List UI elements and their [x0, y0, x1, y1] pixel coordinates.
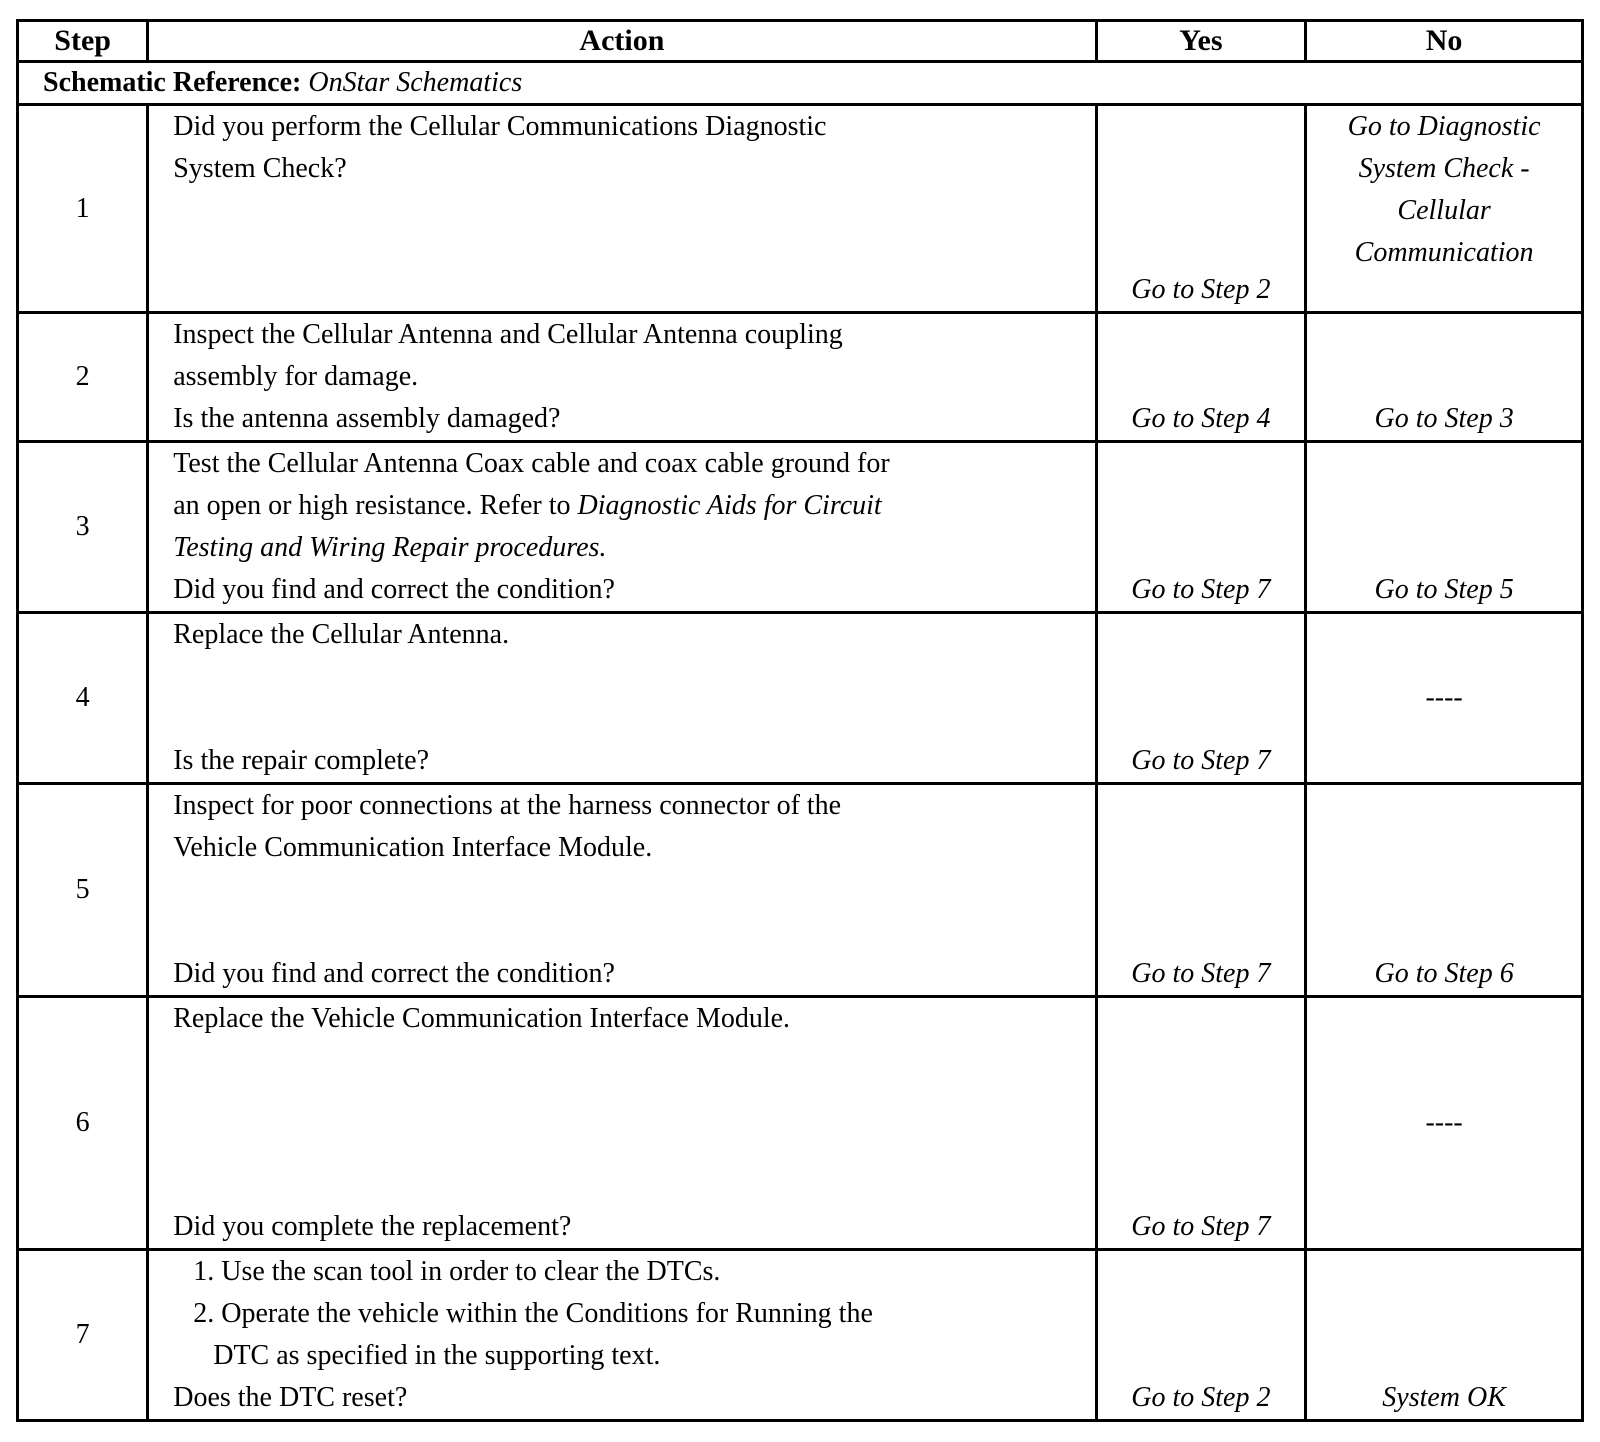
action-line: System Check?: [173, 153, 347, 184]
action-cell: [148, 442, 1096, 613]
step-number: 6: [18, 997, 148, 1250]
step-number: 2: [18, 313, 148, 442]
step-number: 4: [18, 613, 148, 784]
action-line: Test the Cellular Antenna Coax cable and coax cable ground for: [173, 448, 890, 479]
header-no: No: [1306, 21, 1583, 62]
yes-cell: Go to Step 7: [1096, 784, 1306, 997]
table-row: [18, 105, 1583, 313]
step-number: 1: [18, 105, 148, 313]
action-list-item: 2. Operate the vehicle within the Conditions for Running the: [193, 1298, 873, 1329]
no-line: Cellular: [1397, 195, 1491, 226]
action-cell: [148, 997, 1096, 1250]
step-number: 3: [18, 442, 148, 613]
header-step: Step: [18, 21, 148, 62]
action-line: Replace the Vehicle Communication Interface Module.: [173, 1003, 791, 1034]
action-line: assembly for damage.: [173, 361, 419, 392]
action-text: an open or high resistance. Refer to: [173, 490, 578, 521]
schematic-reference-row: [18, 62, 1583, 105]
table-row: [18, 313, 1583, 442]
table-row: [18, 997, 1583, 1250]
action-line: Inspect the Cellular Antenna and Cellular Antenna coupling: [173, 319, 843, 350]
header-row: [18, 21, 1583, 62]
action-list-item: 1. Use the scan tool in order to clear the DTCs.: [193, 1256, 721, 1287]
no-cell: ----: [1306, 997, 1583, 1250]
table-row: [18, 442, 1583, 613]
action-line: [173, 527, 1084, 569]
action-line: Inspect for poor connections at the harness connector of the: [173, 790, 842, 821]
action-cell: [148, 1250, 1096, 1421]
action-line: [173, 485, 1084, 527]
yes-cell: Go to Step 2: [1096, 105, 1306, 313]
schematic-reference-label: Schematic Reference:: [43, 67, 302, 98]
yes-cell: Go to Step 7: [1096, 997, 1306, 1250]
action-line: Is the antenna assembly damaged?: [173, 403, 561, 434]
yes-cell: Go to Step 7: [1096, 442, 1306, 613]
step-number: 5: [18, 784, 148, 997]
action-line: Replace the Cellular Antenna.: [173, 619, 510, 650]
schematic-reference-value: OnStar Schematics: [308, 67, 523, 98]
no-line: Communication: [1354, 237, 1534, 268]
action-line: Did you complete the replacement?: [173, 1211, 572, 1242]
schematic-reference: [18, 62, 1583, 105]
step-number: 7: [18, 1250, 148, 1421]
action-cell: [148, 613, 1096, 784]
action-line: Is the repair complete?: [173, 745, 429, 776]
no-line: System Check -: [1358, 153, 1530, 184]
no-cell: ----: [1306, 613, 1583, 784]
no-line: Go to Diagnostic: [1347, 111, 1541, 142]
diagnostic-table: [16, 19, 1584, 1422]
no-cell: Go to Step 6: [1306, 784, 1583, 997]
action-line: Vehicle Communication Interface Module.: [173, 832, 653, 863]
header-yes: Yes: [1096, 21, 1306, 62]
table-row: [18, 613, 1583, 784]
action-cell: [148, 313, 1096, 442]
reference-link-text: Testing and Wiring Repair procedures.: [173, 532, 607, 563]
yes-cell: Go to Step 4: [1096, 313, 1306, 442]
table-row: [18, 784, 1583, 997]
action-line: Did you find and correct the condition?: [173, 574, 615, 605]
header-action: Action: [148, 21, 1096, 62]
action-line: Did you find and correct the condition?: [173, 958, 615, 989]
no-cell: [1306, 105, 1583, 313]
action-cell: [148, 784, 1096, 997]
action-line: Did you perform the Cellular Communications Diagnostic: [173, 111, 827, 142]
action-line: Does the DTC reset?: [173, 1382, 408, 1413]
action-cell: [148, 105, 1096, 313]
yes-cell: Go to Step 2: [1096, 1250, 1306, 1421]
table-row: [18, 1250, 1583, 1421]
reference-link-text: Diagnostic Aids for Circuit: [577, 490, 882, 521]
no-cell: System OK: [1306, 1250, 1583, 1421]
action-list-item-continued: DTC as specified in the supporting text.: [213, 1340, 661, 1371]
no-cell: Go to Step 3: [1306, 313, 1583, 442]
yes-cell: Go to Step 7: [1096, 613, 1306, 784]
no-cell: Go to Step 5: [1306, 442, 1583, 613]
